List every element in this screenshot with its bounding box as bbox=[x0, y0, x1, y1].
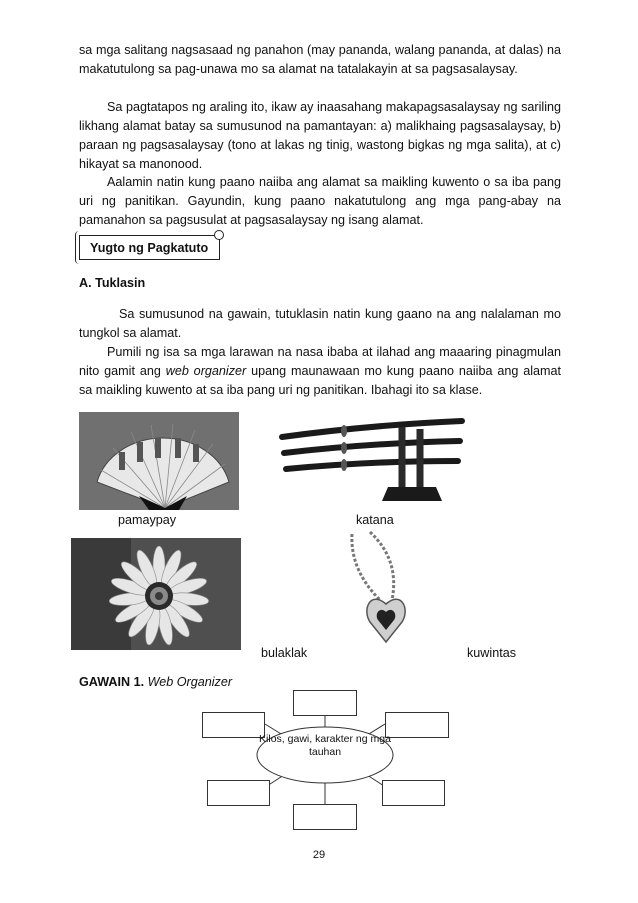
organizer-box-bottom[interactable] bbox=[293, 804, 357, 830]
organizer-box-lower-left[interactable] bbox=[207, 780, 270, 806]
page-number: 29 bbox=[312, 849, 326, 861]
banner-label: Yugto ng Pagkatuto bbox=[90, 241, 209, 255]
caption-kuwintas: kuwintas bbox=[467, 646, 516, 660]
paragraph-instructions: Pumili ng isa sa mga larawan na nasa ibaba at ilahad ang maaaring pinagmulan nito gamit ang web organizer upang maunawaan mo kung paano naiiba ang alamat sa maikling kuwento at sa iba pang uri ng panitikan. Ibahagi ito sa klase. bbox=[79, 345, 562, 397]
paragraph-intro: sa mga salitang nagsasaad ng panahon (may pananda, walang pananda, at dalas) na makatutulong sa pag-unawa mo sa alamat na tatalakayin at sa pagsasalaysay. bbox=[79, 43, 561, 76]
organizer-box-top[interactable] bbox=[293, 690, 357, 716]
caption-katana: katana bbox=[356, 513, 394, 527]
activity-label: GAWAIN 1. bbox=[79, 675, 145, 689]
section-heading-tuklasin: A. Tuklasin bbox=[79, 276, 146, 290]
paragraph-tuklasin: Sa sumusunod na gawain, tutuklasin natin kung gaano na ang nalalaman mo tungkol sa alamat. bbox=[79, 307, 561, 340]
caption-pamaypay: pamaypay bbox=[118, 513, 177, 527]
activity-title: Web Organizer bbox=[147, 675, 233, 689]
organizer-box-lower-right[interactable] bbox=[382, 780, 445, 806]
organizer-center-label: Kilos, gawi, karakter ng mga tauhan bbox=[259, 733, 391, 758]
caption-bulaklak: bulaklak bbox=[261, 646, 308, 660]
paragraph-objectives: Sa pagtatapos ng araling ito, ikaw ay inaasahang makapagsasalaysay ng sariling likhang alamat batay sa sumusunod na pamantayan: a) malikhaing pagsasalaysay, b) paraan ng pagsasalaysay (tono at lakas ng tinig, wastong bigkas ng mga salita), at c) hikayat sa manonood. bbox=[79, 100, 561, 171]
paragraph-alamat: Aalamin natin kung paano naiiba ang alamat sa maikling kuwento o sa iba pang uri ng panitikan. Gayundin, kung paano nakatutulong ang mga pang-abay na pamanahon sa pagsusulat at pagsasalaysay ng isang alamat. bbox=[79, 175, 561, 227]
